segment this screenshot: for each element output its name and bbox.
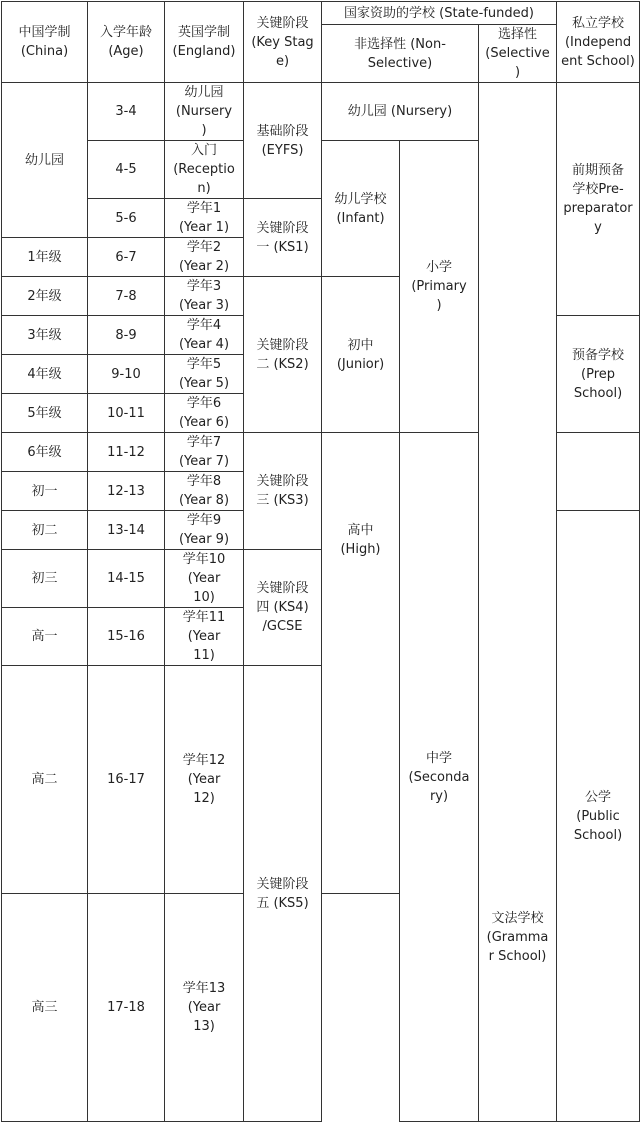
age-cell: 7-8: [88, 277, 165, 316]
england-year-cell: 学年7 (Year 7): [165, 433, 244, 472]
header-non-selective: 非选择性 (Non- Selective): [322, 25, 479, 83]
england-year-cell: 学年6 (Year 6): [165, 394, 244, 433]
china-grade-2: 2年级: [2, 277, 88, 316]
age-cell: 12-13: [88, 472, 165, 511]
education-system-table: [1, 1, 640, 1122]
age-cell: 3-4: [88, 83, 165, 141]
non-selective-infant: 幼儿学校 (Infant): [322, 141, 400, 277]
header-selective: 选择性 (Selective ): [479, 25, 557, 83]
age-cell: 11-12: [88, 433, 165, 472]
selective-grammar-school: 文法学校 (Gramma r School): [479, 83, 557, 1122]
age-cell: 6-7: [88, 238, 165, 277]
china-kindergarten: 幼儿园: [2, 83, 88, 238]
china-grade-3: 3年级: [2, 316, 88, 355]
england-year-cell: 学年3 (Year 3): [165, 277, 244, 316]
independent-blank: [557, 433, 640, 511]
england-year-cell: 学年11 (Year 11): [165, 608, 244, 666]
england-year-cell: 学年13 (Year 13): [165, 894, 244, 1122]
age-cell: 14-15: [88, 550, 165, 608]
age-cell: 17-18: [88, 894, 165, 1122]
non-selective-junior: 初中 (Junior): [322, 277, 400, 433]
age-cell: 10-11: [88, 394, 165, 433]
england-year-cell: 学年2 (Year 2): [165, 238, 244, 277]
england-year-cell: 学年12 (Year 12): [165, 666, 244, 894]
non-selective-primary: 小学 (Primary ): [400, 141, 479, 433]
england-year-cell: 学年5 (Year 5): [165, 355, 244, 394]
england-year-cell: 幼儿园 (Nursery ): [165, 83, 244, 141]
header-china: 中国学制 (China): [2, 2, 88, 83]
header-independent: 私立学校 (Independ ent School): [557, 2, 640, 83]
china-grade-6: 6年级: [2, 433, 88, 472]
header-state-funded: 国家资助的学校 (State-funded): [322, 2, 557, 25]
header-england: 英国学制 (England): [165, 2, 244, 83]
china-grade-1: 1年级: [2, 238, 88, 277]
china-senior-1: 高一: [2, 608, 88, 666]
key-stage-ks5: 关键阶段 五 (KS5): [244, 666, 322, 1122]
china-junior-3: 初三: [2, 550, 88, 608]
table-row: [2, 83, 640, 141]
independent-prep-school: 预备学校 (Prep School): [557, 316, 640, 433]
age-cell: 13-14: [88, 511, 165, 550]
key-stage-ks3: 关键阶段 三 (KS3): [244, 433, 322, 550]
china-senior-2: 高二: [2, 666, 88, 894]
age-cell: 15-16: [88, 608, 165, 666]
key-stage-ks1: 关键阶段 一 (KS1): [244, 199, 322, 277]
age-cell: 16-17: [88, 666, 165, 894]
england-year-cell: 学年10 (Year 10): [165, 550, 244, 608]
header-row-1: [2, 2, 640, 25]
key-stage-eyfs: 基础阶段 (EYFS): [244, 83, 322, 199]
header-key-stage: 关键阶段 (Key Stage): [244, 2, 322, 83]
age-cell: 4-5: [88, 141, 165, 199]
china-grade-4: 4年级: [2, 355, 88, 394]
independent-public-school: 公学 (Public School): [557, 511, 640, 1122]
key-stage-ks4: 关键阶段 四 (KS4) /GCSE: [244, 550, 322, 666]
england-year-cell: 学年9 (Year 9): [165, 511, 244, 550]
non-selective-nursery: 幼儿园 (Nursery): [322, 83, 479, 141]
england-year-cell: 入门 (Receptio n): [165, 141, 244, 199]
key-stage-ks2: 关键阶段 二 (KS2): [244, 277, 322, 433]
china-senior-3: 高三: [2, 894, 88, 1122]
china-junior-2: 初二: [2, 511, 88, 550]
china-grade-5: 5年级: [2, 394, 88, 433]
england-year-cell: 学年1 (Year 1): [165, 199, 244, 238]
independent-pre-prep: 前期预备 学校Pre- preparator y: [557, 83, 640, 316]
non-selective-high: 高中 (High): [322, 433, 400, 894]
age-cell: 8-9: [88, 316, 165, 355]
age-cell: 9-10: [88, 355, 165, 394]
england-year-cell: 学年4 (Year 4): [165, 316, 244, 355]
non-selective-secondary: 中学 (Seconda ry): [400, 433, 479, 1122]
england-year-cell: 学年8 (Year 8): [165, 472, 244, 511]
header-age: 入学年龄 (Age): [88, 2, 165, 83]
age-cell: 5-6: [88, 199, 165, 238]
china-junior-1: 初一: [2, 472, 88, 511]
